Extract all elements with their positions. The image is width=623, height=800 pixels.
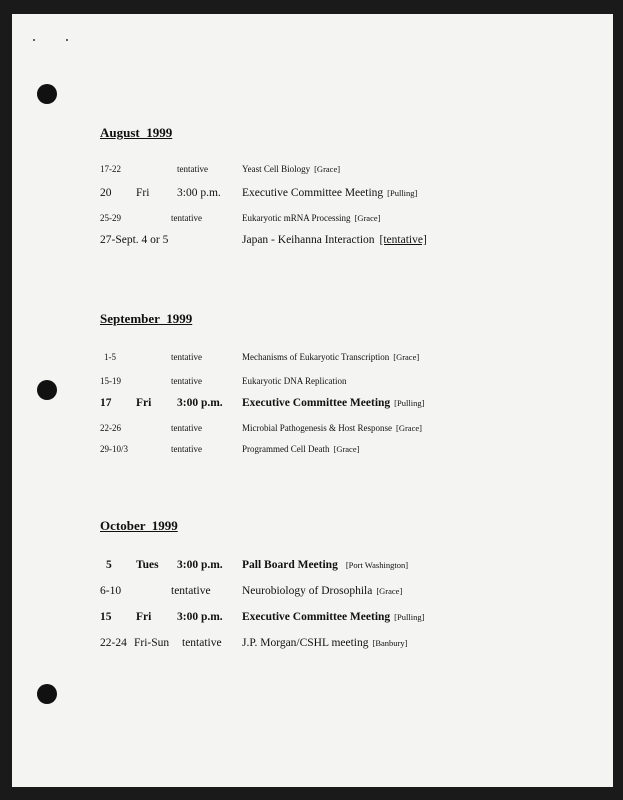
row-time: tentative bbox=[171, 213, 202, 223]
row-time: tentative bbox=[171, 423, 202, 433]
row-day: Fri bbox=[136, 187, 150, 199]
row-event bbox=[242, 423, 422, 433]
document-page bbox=[12, 14, 613, 787]
event-tag: [Port Washington] bbox=[345, 560, 409, 570]
row-date: 15-19 bbox=[100, 376, 121, 386]
row-date: 17-22 bbox=[100, 164, 121, 174]
row-date: 25-29 bbox=[100, 213, 121, 223]
event-tag: [Pulling] bbox=[394, 398, 425, 408]
row-date: 15 bbox=[100, 611, 112, 623]
event-title: Pall Board Meeting bbox=[242, 559, 338, 571]
row-time: 3:00 p.m. bbox=[177, 611, 223, 623]
row-date: 22-24 bbox=[100, 637, 127, 649]
row-date: 6-10 bbox=[100, 585, 122, 597]
punch-hole-middle bbox=[37, 380, 57, 400]
event-tag: [Grace] bbox=[396, 423, 422, 433]
event-title: Executive Committee Meeting bbox=[242, 187, 384, 199]
row-date: 17 bbox=[100, 397, 112, 409]
row-event bbox=[242, 637, 407, 649]
section-heading-august: August 1999 bbox=[100, 125, 173, 140]
row-date: 20 bbox=[100, 187, 112, 199]
event-tag: [Grace] bbox=[376, 586, 403, 596]
event-title: Japan - Keihanna Interaction bbox=[242, 234, 375, 246]
row-time: tentative bbox=[171, 352, 202, 362]
event-title: Programmed Cell Death bbox=[242, 444, 330, 454]
row-day: Fri bbox=[136, 397, 152, 409]
row-day: Fri-Sun bbox=[134, 637, 170, 649]
row-time: 3:00 p.m. bbox=[177, 559, 223, 571]
row-event bbox=[242, 352, 419, 362]
row-event bbox=[242, 213, 380, 223]
event-tag: [Grace] bbox=[314, 164, 341, 174]
speck-mark bbox=[33, 39, 35, 41]
row-time: tentative bbox=[182, 637, 222, 649]
row-day: Tues bbox=[136, 559, 159, 571]
event-title: Executive Committee Meeting bbox=[242, 397, 391, 409]
row-event bbox=[242, 187, 417, 199]
row-time: tentative bbox=[171, 585, 211, 597]
punch-hole-bottom bbox=[37, 684, 57, 704]
event-tag: [Grace] bbox=[393, 352, 420, 362]
event-title: Microbial Pathogenesis & Host Response bbox=[242, 423, 392, 433]
row-time: tentative bbox=[177, 164, 208, 174]
event-tag: [Pulling] bbox=[394, 612, 425, 622]
event-title: Eukaryotic DNA Replication bbox=[242, 376, 347, 386]
event-tag: [Banbury] bbox=[372, 638, 408, 648]
row-date: 22-26 bbox=[100, 423, 121, 433]
row-time: 3:00 p.m. bbox=[177, 187, 221, 199]
row-date: 1-5 bbox=[104, 352, 116, 362]
event-title: Executive Committee Meeting bbox=[242, 611, 391, 623]
event-tag: [Pulling] bbox=[387, 188, 418, 198]
event-tag: [tentative] bbox=[379, 234, 427, 246]
row-event bbox=[242, 164, 340, 174]
event-title: Yeast Cell Biology bbox=[242, 164, 311, 174]
section-heading-october: October 1999 bbox=[100, 518, 178, 533]
row-event bbox=[242, 234, 427, 246]
event-tag: [Grace] bbox=[354, 213, 381, 223]
event-title: J.P. Morgan/CSHL meeting bbox=[242, 637, 369, 649]
row-event bbox=[242, 397, 424, 409]
row-date: 27-Sept. 4 or 5 bbox=[100, 234, 169, 246]
row-time: tentative bbox=[171, 376, 202, 386]
speck-mark bbox=[66, 39, 68, 41]
row-event bbox=[242, 376, 346, 386]
row-time: tentative bbox=[171, 444, 202, 454]
row-event bbox=[242, 559, 408, 571]
row-time: 3:00 p.m. bbox=[177, 397, 223, 409]
event-tag: [Grace] bbox=[333, 444, 360, 454]
row-date: 29-10/3 bbox=[100, 444, 128, 454]
row-event bbox=[242, 611, 424, 623]
event-title: Neurobiology of Drosophila bbox=[242, 585, 373, 597]
section-heading-september: September 1999 bbox=[100, 311, 193, 326]
event-title: Eukaryotic mRNA Processing bbox=[242, 213, 351, 223]
row-day: Fri bbox=[136, 611, 152, 623]
row-event bbox=[242, 585, 402, 597]
row-event bbox=[242, 444, 359, 454]
row-date: 5 bbox=[106, 559, 112, 571]
event-title: Mechanisms of Eukaryotic Transcription bbox=[242, 352, 390, 362]
punch-hole-top bbox=[37, 84, 57, 104]
